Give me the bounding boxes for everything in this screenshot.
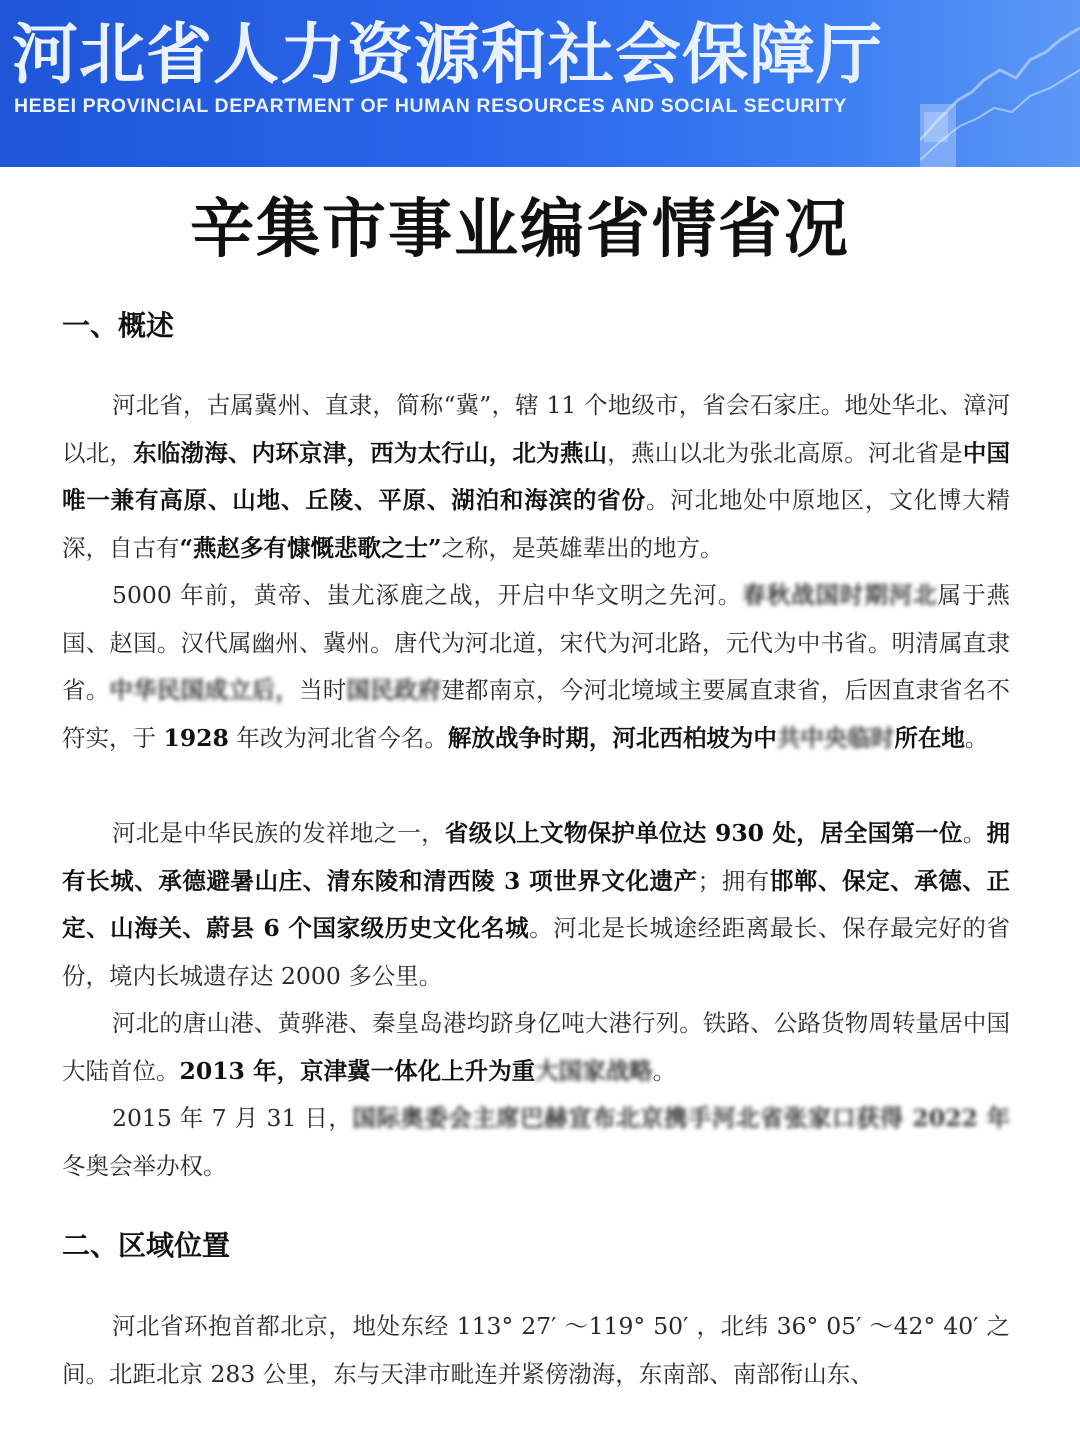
text-run: 2013 年，京津冀一体化上升为重 <box>179 1056 536 1085</box>
blurred-text-run: 国际奥委会主席巴赫宣布北京携手河北省张家口获得 2022 年 <box>352 1104 1010 1132</box>
document-title: 辛集市事业编省情省况 <box>190 193 850 267</box>
text-run: 拥有长城、承德避暑山庄、清东陵和清西陵 3 项世界文化遗产 <box>62 819 1010 895</box>
text-run: 当时 <box>299 676 347 704</box>
section-heading-location: 二、区域位置 <box>62 1229 231 1262</box>
paragraph <box>62 382 1010 572</box>
text-run: 属于燕国、赵国。汉代属幽州、冀州。唐代为河北道，宋代为河北路，元代为中书省。明清属直隶省。 <box>62 581 1011 704</box>
paragraph <box>62 810 1010 1000</box>
paragraph <box>62 572 1010 762</box>
text-run: 中国唯一兼有高原、山地、丘陵、平原、湖泊和海滨的省份 <box>62 438 1011 514</box>
text-run: 河北的唐山港、黄骅港、秦皇岛港均跻身亿吨大港行列。铁路、公路货物周转量居中国大陆首位。 <box>62 1009 1010 1085</box>
header-banner <box>0 0 1080 167</box>
text-run: 建都南京，今河北境域主要属直隶省，后因直隶省名不符实，于 <box>62 676 1011 752</box>
text-run: 省级以上文物保护单位达 930 处，居全国第一位 <box>444 819 963 847</box>
text-run: 东临渤海、内环京津，西为太行山，北为燕山 <box>133 438 608 467</box>
blurred-text-run: 国民政府 <box>346 676 442 704</box>
text-run: 河北省环抱首都北京，地处东经 113° 27′ ～119° 50′ ，北纬 36° 05′ ～42° 40′ 之间。北距北京 283 公里，东与天津市毗连并紧傍渤海，东南部、南部衔山东、 <box>62 1312 1010 1388</box>
text-run: 河北省，古属冀州、直隶，简称“冀”，辖 11 个地级市，省会石家庄。地处华北、漳河以北， <box>62 391 1010 467</box>
text-run: 邯郸、保定、承德、正定、山海关、蔚县 6 个国家级历史文化名城 <box>62 866 1011 942</box>
section-heading-overview: 一、概述 <box>62 309 175 342</box>
paragraph <box>62 1095 1010 1190</box>
great-wall-graphic <box>920 0 1080 167</box>
text-run: ；拥有 <box>697 866 770 895</box>
text-run: 5000 年前，黄帝、蚩尤涿鹿之战，开启中华文明之先河。 <box>112 581 743 609</box>
banner-subtitle: HEBEI PROVINCIAL DEPARTMENT OF HUMAN RESOURCES AND SOCIAL SECURITY <box>14 95 848 117</box>
text-run: 。河北地处中原地区，文化博大精深，自古有 <box>62 486 1011 562</box>
text-run: 。河北是长城途经距离最长、保存最完好的省份，境内长城遗存达 2000 多公里。 <box>62 914 1010 990</box>
text-run: 所在地 <box>894 723 965 752</box>
text-run: 冬奥会举办权。 <box>62 1151 227 1180</box>
text-run: 。 <box>962 819 987 847</box>
blurred-text-run: 春秋战国时期河北 <box>742 581 938 609</box>
paragraph <box>62 1000 1010 1095</box>
blurred-text-run: 共中央临时 <box>776 723 895 752</box>
banner-title: 河北省人力资源和社会保障厅 <box>12 16 883 93</box>
text-run: 之称，是英雄辈出的地方。 <box>441 533 724 562</box>
text-run: 河北是中华民族的发祥地之一， <box>112 819 445 847</box>
text-run: 2015 年 7 月 31 日， <box>112 1104 353 1132</box>
text-run: “燕赵多有慷慨悲歌之士” <box>179 533 442 562</box>
text-run: 1928 <box>163 723 229 752</box>
paragraph <box>62 1303 1010 1398</box>
text-run: 。 <box>652 1056 677 1085</box>
blurred-text-run: 中华民国成立后， <box>109 676 300 704</box>
text-run: ，燕山以北为张北高原。河北省是 <box>607 438 963 467</box>
text-run: 解放战争时期，河北西柏坡为中 <box>447 723 777 752</box>
text-run: 。 <box>964 723 989 752</box>
text-run: 年改为河北省今名。 <box>228 723 448 752</box>
blurred-text-run: 大国家战略 <box>535 1056 653 1085</box>
